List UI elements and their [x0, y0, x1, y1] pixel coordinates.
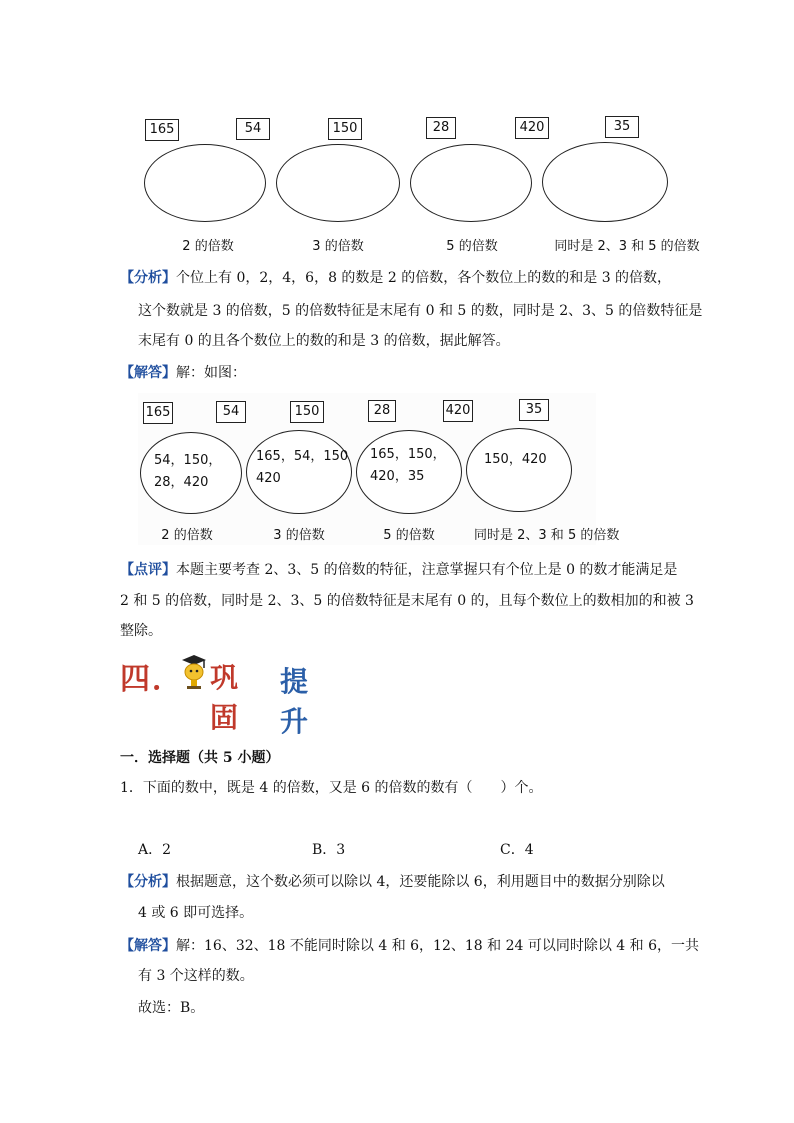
- number-box: 28: [368, 400, 396, 422]
- set-caption: 5 的倍数: [383, 528, 435, 543]
- set-ellipse: [410, 144, 532, 222]
- question-solution-line: 有 3 个这样的数。: [138, 968, 254, 984]
- number-box: 165: [145, 119, 179, 141]
- set-caption: 同时是 2、3 和 5 的倍数: [474, 528, 620, 543]
- number-box: 54: [216, 401, 246, 423]
- set-caption: 5 的倍数: [446, 239, 498, 254]
- set-members: 165，150， 420，35: [370, 447, 446, 484]
- question-solution-tag: 【解答】: [120, 938, 176, 954]
- solution-tag: 【解答】: [120, 365, 176, 381]
- scholar-trophy-icon: [178, 652, 208, 692]
- analysis-tag: 【分析】: [120, 270, 176, 286]
- number-box: 54: [236, 118, 270, 140]
- option-a: A．2: [138, 842, 172, 858]
- comment-tag: 【点评】: [120, 562, 176, 578]
- set-members: 150，420: [484, 452, 547, 467]
- question-answer: 故选：B。: [138, 1000, 205, 1016]
- set-ellipse: [542, 142, 668, 222]
- section-title-blue: 提升: [280, 665, 309, 738]
- option-b: B．3: [312, 842, 346, 858]
- option-c: C．4: [500, 842, 534, 858]
- question-analysis-line: [120, 872, 665, 892]
- analysis-line: 末尾有 0 的且各个数位上的数的和是 3 的倍数，据此解答。: [138, 333, 510, 349]
- set-caption: 3 的倍数: [312, 239, 364, 254]
- set-members: 165，54，150 420: [256, 449, 349, 486]
- part-heading: 一．选择题（共 5 小题）: [120, 750, 280, 766]
- comment-line: 2 和 5 的倍数，同时是 2、3、5 的倍数特征是末尾有 0 的，且每个数位上的数相加的和被 3: [120, 593, 694, 609]
- set-members: 54，150， 28，420: [154, 453, 222, 490]
- question-analysis-tag: 【分析】: [120, 874, 176, 890]
- set-caption: 2 的倍数: [161, 528, 213, 543]
- number-box: 165: [143, 402, 173, 424]
- number-box: 35: [605, 116, 639, 138]
- set-caption: 2 的倍数: [182, 239, 234, 254]
- number-box: 28: [426, 117, 456, 139]
- analysis-line: 这个数就是 3 的倍数，5 的倍数特征是末尾有 0 和 5 的数，同时是 2、3、5 的倍数特征是: [138, 303, 703, 319]
- section-number: 四．: [120, 662, 184, 697]
- question-stem: 1．下面的数中，既是 4 的倍数，又是 6 的倍数的数有（ ）个。: [120, 780, 543, 796]
- comment-line: 整除。: [120, 623, 162, 639]
- number-box: 150: [328, 118, 362, 140]
- section-title-red: 巩固: [210, 661, 239, 734]
- solution-text: 解：如图：: [176, 365, 246, 381]
- analysis-text: 个位上有 0，2，4，6，8 的数是 2 的倍数，各个数位上的数的和是 3 的倍数，: [176, 270, 672, 286]
- number-box: 420: [515, 117, 549, 139]
- question-solution-line: [120, 936, 699, 956]
- question-analysis-text: 根据题意，这个数必须可以除以 4，还要能除以 6，利用题目中的数据分别除以: [176, 874, 665, 890]
- question-solution-text: 解：16、32、18 不能同时除以 4 和 6，12、18 和 24 可以同时除以 4 和 6，一共: [176, 938, 700, 954]
- analysis-line: [120, 268, 671, 288]
- set-ellipse: [276, 144, 400, 222]
- solution-line: [120, 363, 246, 383]
- comment-text: 本题主要考查 2、3、5 的倍数的特征，注意掌握只有个位上是 0 的数才能满足是: [176, 562, 678, 578]
- number-box: 35: [519, 399, 549, 421]
- set-ellipse: [144, 144, 266, 222]
- question-analysis-line: 4 或 6 即可选择。: [138, 905, 254, 921]
- set-caption: 3 的倍数: [273, 528, 325, 543]
- number-box: 150: [290, 401, 324, 423]
- comment-line: [120, 560, 677, 580]
- number-box: 420: [443, 400, 473, 422]
- set-caption: 同时是 2、3 和 5 的倍数: [554, 239, 700, 254]
